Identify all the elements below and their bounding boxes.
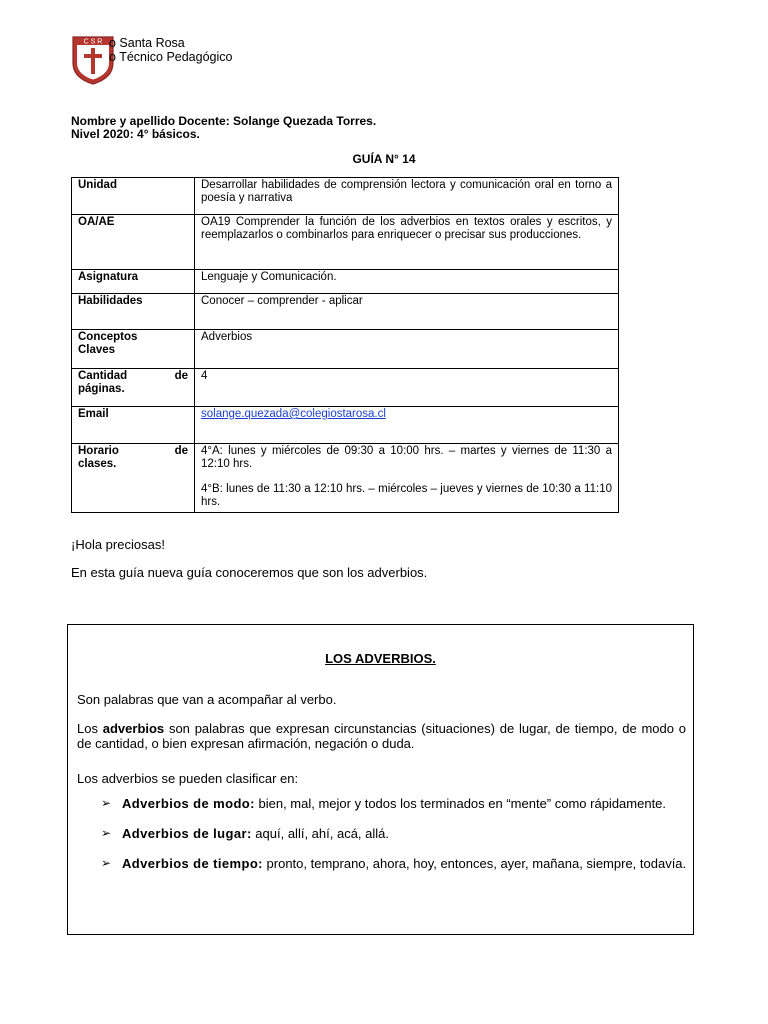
horario-label-line2: clases. <box>78 458 117 470</box>
paginas-value: 4 <box>195 369 619 407</box>
classification-list <box>101 796 687 886</box>
email-cell <box>195 407 619 444</box>
box-title: LOS ADVERBIOS. <box>325 651 436 666</box>
list-item <box>101 796 687 811</box>
adverbios-box <box>67 624 694 935</box>
table-row <box>72 178 619 215</box>
conceptos-label-line1: Conceptos <box>78 331 138 343</box>
p2-bold: adverbios <box>102 721 165 736</box>
arrow-bullet-icon: ➢ <box>101 796 112 810</box>
table-row <box>72 330 619 369</box>
unidad-value: Desarrollar habilidades de comprensión lectora y comunicación oral en torno a poesía y narrativa <box>195 178 619 215</box>
bullet-text: bien, mal, mejor y todos los terminados en “mente” como rápidamente. <box>254 796 667 811</box>
classification-intro: Los adverbios se pueden clasificar en: <box>77 771 299 786</box>
paginas-label-line1 <box>78 370 188 383</box>
table-row <box>72 444 619 513</box>
habilidades-label: Habilidades <box>72 294 195 330</box>
teacher-name: Nombre y apellido Docente: Solange Quezada Torres. <box>71 114 377 128</box>
unidad-label: Unidad <box>72 178 195 215</box>
logo-letters: C S R <box>83 38 103 46</box>
paginas-label-line2: páginas. <box>78 383 125 395</box>
teacher-level: Nivel 2020: 4° básicos. <box>71 127 200 141</box>
asignatura-value: Lenguaje y Comunicación. <box>195 270 619 294</box>
paginas-label <box>72 369 195 407</box>
oa-label: OA/AE <box>72 215 195 270</box>
p2-pre: Los <box>77 721 103 736</box>
table-row <box>72 270 619 294</box>
school-header <box>71 35 371 85</box>
adverbios-paragraph <box>77 721 686 751</box>
school-name <box>109 36 232 64</box>
habilidades-value: Conocer – comprender - aplicar <box>195 294 619 330</box>
bullet-text: aquí, allí, ahí, acá, allá. <box>251 826 389 841</box>
horario-label-word1: Horario <box>78 445 119 457</box>
bullet-text: pronto, temprano, ahora, hoy, entonces, ayer, mañana, siempre, todavía. <box>262 856 687 871</box>
table-row <box>72 407 619 444</box>
guide-title-text: GUÍA N° 14 <box>352 152 416 166</box>
guide-title <box>0 152 768 166</box>
p2-post: son palabras que expresan circunstancias (situaciones) de lugar, de tiempo, de modo o de cantidad, o bien expresan afirmación, negación o duda. <box>77 721 686 751</box>
school-name-line2: o Técnico Pedagógico <box>109 50 233 64</box>
email-link[interactable]: solange.quezada@colegiostarosa.cl <box>201 408 386 420</box>
conceptos-value: Adverbios <box>195 330 619 369</box>
horario-4b: 4°B: lunes de 11:30 a 12:10 hrs. – miércoles – jueves y viernes de 10:30 a 11:10 hrs. <box>201 483 612 508</box>
list-item <box>101 826 687 841</box>
arrow-bullet-icon: ➢ <box>101 826 112 840</box>
horario-label-word2: de <box>174 445 188 457</box>
horario-4a: 4°A: lunes y miércoles de 09:30 a 10:00 hrs. – martes y viernes de 11:30 a 12:10 hrs. <box>201 445 612 470</box>
conceptos-label-line2: Claves <box>78 344 116 356</box>
paginas-label-word2: de <box>174 370 188 382</box>
horario-label <box>72 444 195 513</box>
definition-paragraph: Son palabras que van a acompañar al verbo. <box>77 692 337 707</box>
intro-text: En esta guía nueva guía conoceremos que son los adverbios. <box>71 565 428 580</box>
conceptos-label <box>72 330 195 369</box>
table-row <box>72 215 619 270</box>
info-table <box>71 177 619 513</box>
arrow-bullet-icon: ➢ <box>101 856 112 870</box>
list-item <box>101 856 687 871</box>
school-name-line1: o Santa Rosa <box>109 36 185 50</box>
teacher-info <box>71 115 376 141</box>
horario-value <box>195 444 619 513</box>
bullet-term: Adverbios de modo: <box>122 796 255 811</box>
email-label: Email <box>72 407 195 444</box>
oa-value: OA19 Comprender la función de los adverbios en textos orales y escritos, y reemplazarlos o combinarlos para enriquecer o precisar sus producciones. <box>195 215 619 270</box>
asignatura-label: Asignatura <box>72 270 195 294</box>
table-row <box>72 369 619 407</box>
table-row <box>72 294 619 330</box>
bullet-term: Adverbios de tiempo: <box>122 856 263 871</box>
bullet-term: Adverbios de lugar: <box>122 826 252 841</box>
greeting: ¡Hola preciosas! <box>71 537 165 552</box>
paginas-label-word1: Cantidad <box>78 370 128 382</box>
horario-label-line1 <box>78 445 188 458</box>
